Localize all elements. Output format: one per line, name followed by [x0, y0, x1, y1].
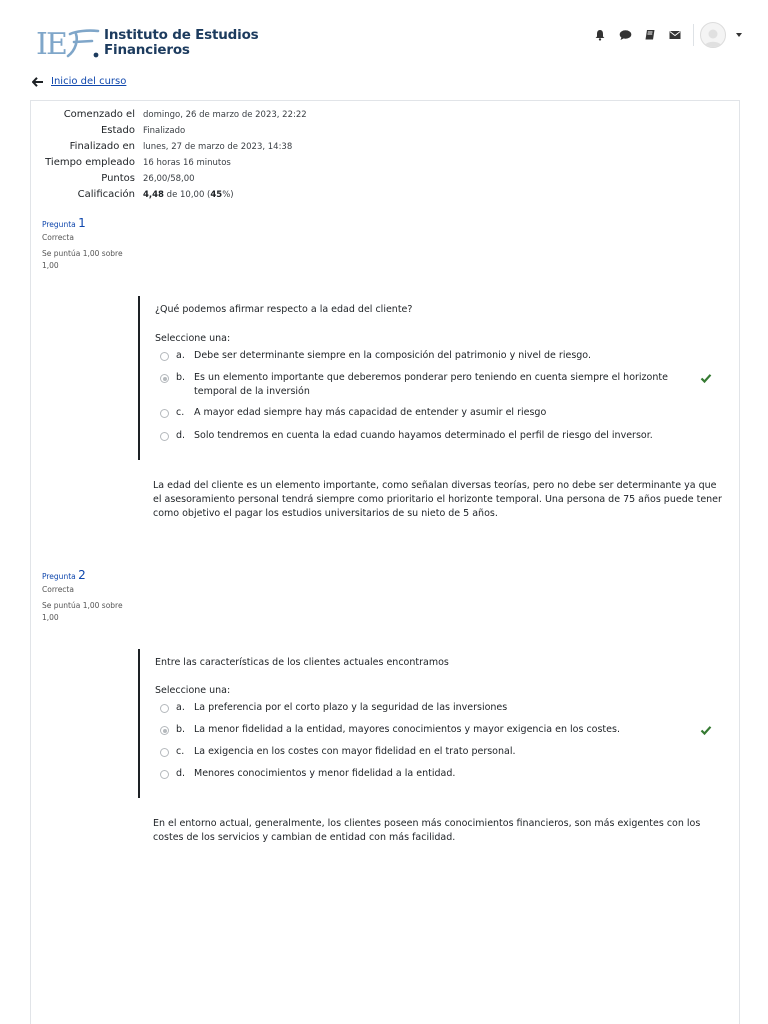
question-number: [42, 216, 132, 230]
ief-logo-text: [104, 28, 259, 58]
answer-option[interactable]: [160, 701, 720, 715]
back-link-label[interactable]: Inicio del curso: [51, 76, 127, 87]
question-state: Correcta: [42, 233, 74, 242]
summary-value: Finalizado: [143, 126, 186, 136]
option-letter: c.: [176, 746, 185, 757]
summary-row-state: [31, 125, 431, 140]
answer-option[interactable]: [160, 406, 720, 420]
summary-value: lunes, 27 de marzo de 2023, 14:38: [143, 142, 293, 152]
grade-percent: 45: [210, 190, 223, 200]
radio-button[interactable]: [160, 352, 169, 361]
header-icons: [583, 22, 742, 48]
summary-label: Comenzado el: [63, 109, 135, 120]
envelope-icon[interactable]: [667, 27, 683, 43]
book-icon[interactable]: [642, 27, 658, 43]
user-avatar[interactable]: [700, 22, 726, 48]
answer-option-selected[interactable]: [160, 723, 720, 737]
arrow-left-icon: [32, 77, 44, 87]
question-text: Entre las características de los clientes actuales encontramos: [155, 657, 449, 668]
back-to-course-link[interactable]: [32, 76, 126, 87]
question-prefix: Pregunta: [42, 220, 76, 229]
bell-icon[interactable]: [592, 27, 608, 43]
user-menu-caret-icon[interactable]: [736, 33, 742, 37]
option-text: Es un elemento importante que deberemos ponderar pero teniendo en cuenta siempre el horizonte temporal de la inversión: [194, 372, 668, 397]
option-letter: a.: [176, 350, 185, 361]
summary-value: 26,00/58,00: [143, 174, 195, 184]
question-content-1: [138, 296, 728, 460]
svg-text:I: I: [36, 27, 48, 60]
summary-label: Calificación: [77, 189, 135, 200]
option-text: La exigencia en los costes con mayor fidelidad en el trato personal.: [194, 746, 516, 757]
answer-prompt: Seleccione una:: [155, 333, 231, 344]
logo-line-2: Financieros: [104, 42, 190, 58]
question-state: Correcta: [42, 585, 74, 594]
answer-option[interactable]: [160, 429, 720, 443]
radio-button-selected[interactable]: [160, 726, 169, 735]
logo-line-1: Instituto de Estudios: [104, 27, 259, 43]
header-divider: [693, 24, 694, 46]
question-feedback-1: La edad del cliente es un elemento importante, como señalan diversas teorías, pero no debe ser determinante ya que el asesoramiento personal tendrá siempre como prioritario el horizonte temporal. Una persona de 75 años puede tener como objetivo el pagar los estudios universitarios de su nieto de 5 años.: [153, 480, 722, 519]
answer-option[interactable]: [160, 767, 720, 781]
summary-row-finished: [31, 141, 431, 156]
ief-logo-mark: [36, 26, 100, 60]
summary-label: Estado: [100, 125, 135, 136]
page-header: [0, 0, 768, 70]
summary-label: Puntos: [101, 173, 135, 184]
correct-check-icon: [700, 724, 712, 736]
radio-button[interactable]: [160, 770, 169, 779]
answer-prompt: Seleccione una:: [155, 685, 231, 696]
summary-label: Finalizado en: [69, 141, 135, 152]
option-text: Solo tendremos en cuenta la edad cuando hayamos determinado el perfil de riesgo del inversor.: [194, 430, 653, 441]
quiz-review-card: [30, 100, 740, 1024]
question-text: ¿Qué podemos afirmar respecto a la edad del cliente?: [155, 304, 413, 315]
radio-button[interactable]: [160, 748, 169, 757]
question-number-value: 2: [78, 568, 86, 582]
option-text: Debe ser determinante siempre en la composición del patrimonio y nivel de riesgo.: [194, 350, 591, 361]
question-prefix: Pregunta: [42, 572, 76, 581]
question-content-2: [138, 649, 728, 798]
grade-score: 4,48: [143, 190, 164, 200]
option-letter: a.: [176, 702, 185, 713]
option-text: Menores conocimientos y menor fidelidad a la entidad.: [194, 768, 456, 779]
summary-row-time: [31, 157, 431, 172]
question-grade: Se puntúa 1,00 sobre 1,00: [42, 601, 123, 622]
answer-option-selected[interactable]: [160, 371, 720, 399]
chat-icon[interactable]: [617, 27, 633, 43]
summary-row-grade: [31, 189, 431, 204]
grade-suffix: %): [222, 190, 234, 200]
question-number-value: 1: [78, 216, 86, 230]
summary-row-started: [31, 109, 431, 124]
option-text: La preferencia por el corto plazo y la seguridad de las inversiones: [194, 702, 508, 713]
question-grade: Se puntúa 1,00 sobre 1,00: [42, 249, 123, 270]
option-text: A mayor edad siempre hay más capacidad de entender y asumir el riesgo: [194, 407, 547, 418]
option-letter: b.: [176, 372, 186, 383]
option-text: La menor fidelidad a la entidad, mayores conocimientos y mayor exigencia en los costes.: [194, 724, 620, 735]
svg-text:E: E: [46, 27, 68, 60]
radio-button[interactable]: [160, 704, 169, 713]
answer-option[interactable]: [160, 745, 720, 759]
summary-value: domingo, 26 de marzo de 2023, 22:22: [143, 110, 307, 120]
question-feedback-2: En el entorno actual, generalmente, los clientes poseen más conocimientos financieros, son más exigentes con los costes de los servicios y cambian de entidad con más facilidad.: [153, 818, 701, 843]
radio-button-selected[interactable]: [160, 374, 169, 383]
option-letter: d.: [176, 768, 186, 779]
radio-button[interactable]: [160, 432, 169, 441]
option-letter: b.: [176, 724, 186, 735]
summary-value: 16 horas 16 minutos: [143, 158, 231, 168]
correct-check-icon: [700, 372, 712, 384]
option-letter: c.: [176, 407, 185, 418]
option-letter: d.: [176, 430, 186, 441]
grade-out-of: de 10,00 (: [163, 190, 211, 200]
summary-label: Tiempo empleado: [45, 157, 135, 168]
question-number: [42, 568, 132, 582]
summary-value-grade: [143, 190, 234, 200]
question-info-2: [42, 568, 132, 624]
radio-button[interactable]: [160, 409, 169, 418]
summary-row-points: [31, 173, 431, 188]
ief-logo[interactable]: [36, 26, 259, 60]
question-info-1: [42, 216, 132, 272]
answer-option[interactable]: [160, 349, 720, 363]
